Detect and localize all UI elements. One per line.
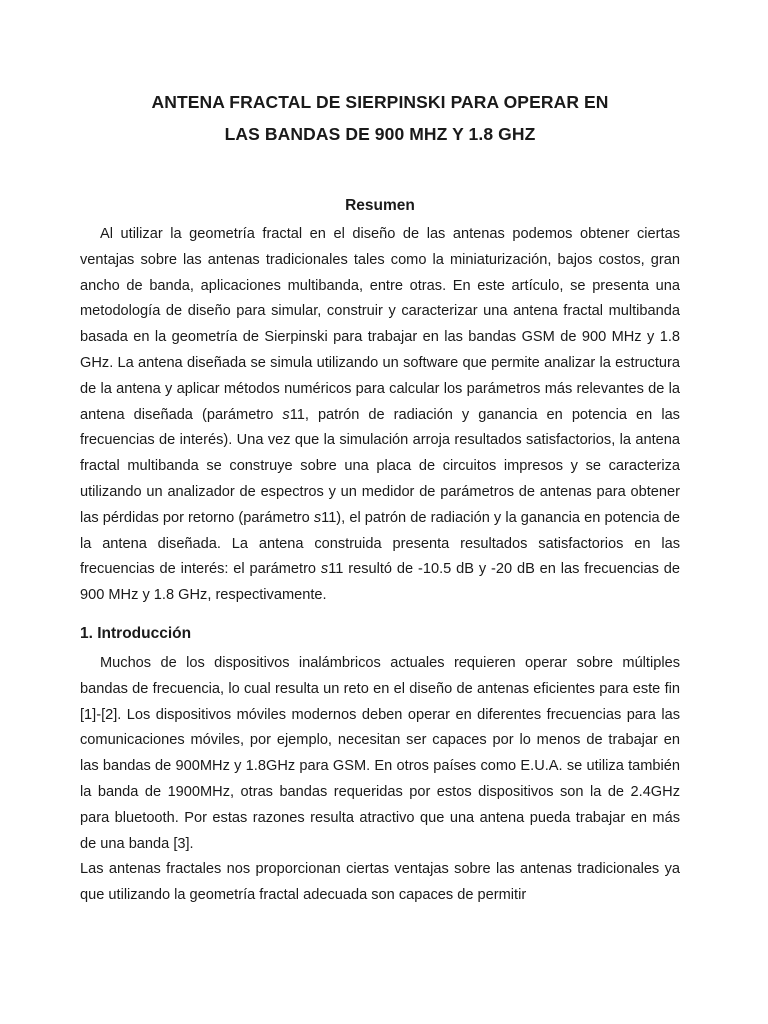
title-line-1: ANTENA FRACTAL DE SIERPINSKI PARA OPERAR EN xyxy=(151,92,609,112)
abstract-text-part-2: 11, patrón de radiación y ganancia en potencia en las frecuencias de interés). Una vez que la simulación arroja resultados satisfactorios, la antena fractal multibanda se construye sobre una placa de circuitos impresos y se caracteriza utilizando un analizador de espectros y un medidor de parámetros de antenas para obtener las pérdidas por retorno (parámetro xyxy=(80,406,680,526)
abstract-paragraph xyxy=(80,222,680,609)
document-page xyxy=(80,86,680,909)
document-title xyxy=(80,86,680,150)
s-parameter-symbol: s xyxy=(282,406,290,423)
s-parameter-symbol: s xyxy=(313,509,322,526)
abstract-heading: Resumen xyxy=(345,197,415,214)
intro-paragraph-2: Las antenas fractales nos proporcionan ciertas ventajas sobre las antenas tradicionales ya que utilizando la geometría fractal adecuada son capaces de permitir xyxy=(80,861,680,904)
abstract-text-part-3: 11), el patrón de radiación y la ganancia en potencia de la antena diseñada. La antena construida presenta resultados satisfactorios en las frecuencias de interés: el parámetro xyxy=(80,509,680,578)
abstract-text-part-1: Al utilizar la geometría fractal en el diseño de las antenas podemos obtener ciertas ventajas sobre las antenas tradicionales tales como la miniaturización, bajos costos, gran ancho de banda, aplicaciones multibanda, entre otras. En este artículo, se presenta una metodología de diseño para simular, construir y caracterizar una antena fractal multibanda basada en la geometría de Sierpinski para trabajar en las bandas GSM de 900 MHz y 1.8 GHz. La antena diseñada se simula utilizando un software que permite analizar la estructura de la antena y aplicar métodos numéricos para calcular los parámetros más relevantes de la antena diseñada (parámetro xyxy=(80,226,680,423)
abstract-text-part-4: 11 resultó de -10.5 dB y -20 dB en las frecuencias de 900 MHz y 1.8 GHz, respectivamente. xyxy=(80,561,681,604)
s-parameter-symbol: s xyxy=(320,561,329,578)
intro-paragraph-1: Muchos de los dispositivos inalámbricos actuales requieren operar sobre múltiples bandas de frecuencia, lo cual resulta un reto en el diseño de antenas eficientes para este fin [1]-[2]. Los dispositivos móviles modernos deben operar en diferentes frecuencias para las comunicaciones móviles, por ejemplo, necesitan ser capaces por lo menos de trabajar en las bandas de 900MHz y 1.8GHz para GSM. En otros países como E.U.A. se utiliza también la banda de 1900MHz, otras bandas requeridas por estos dispositivos son la de 2.4GHz para bluetooth. Por estas razones resulta atractivo que una antena pueda trabajar en más de una banda [3]. xyxy=(80,654,680,852)
title-line-2: LAS BANDAS DE 900 MHZ Y 1.8 GHZ xyxy=(224,124,536,144)
section-heading-introduction: 1. Introducción xyxy=(80,624,192,642)
